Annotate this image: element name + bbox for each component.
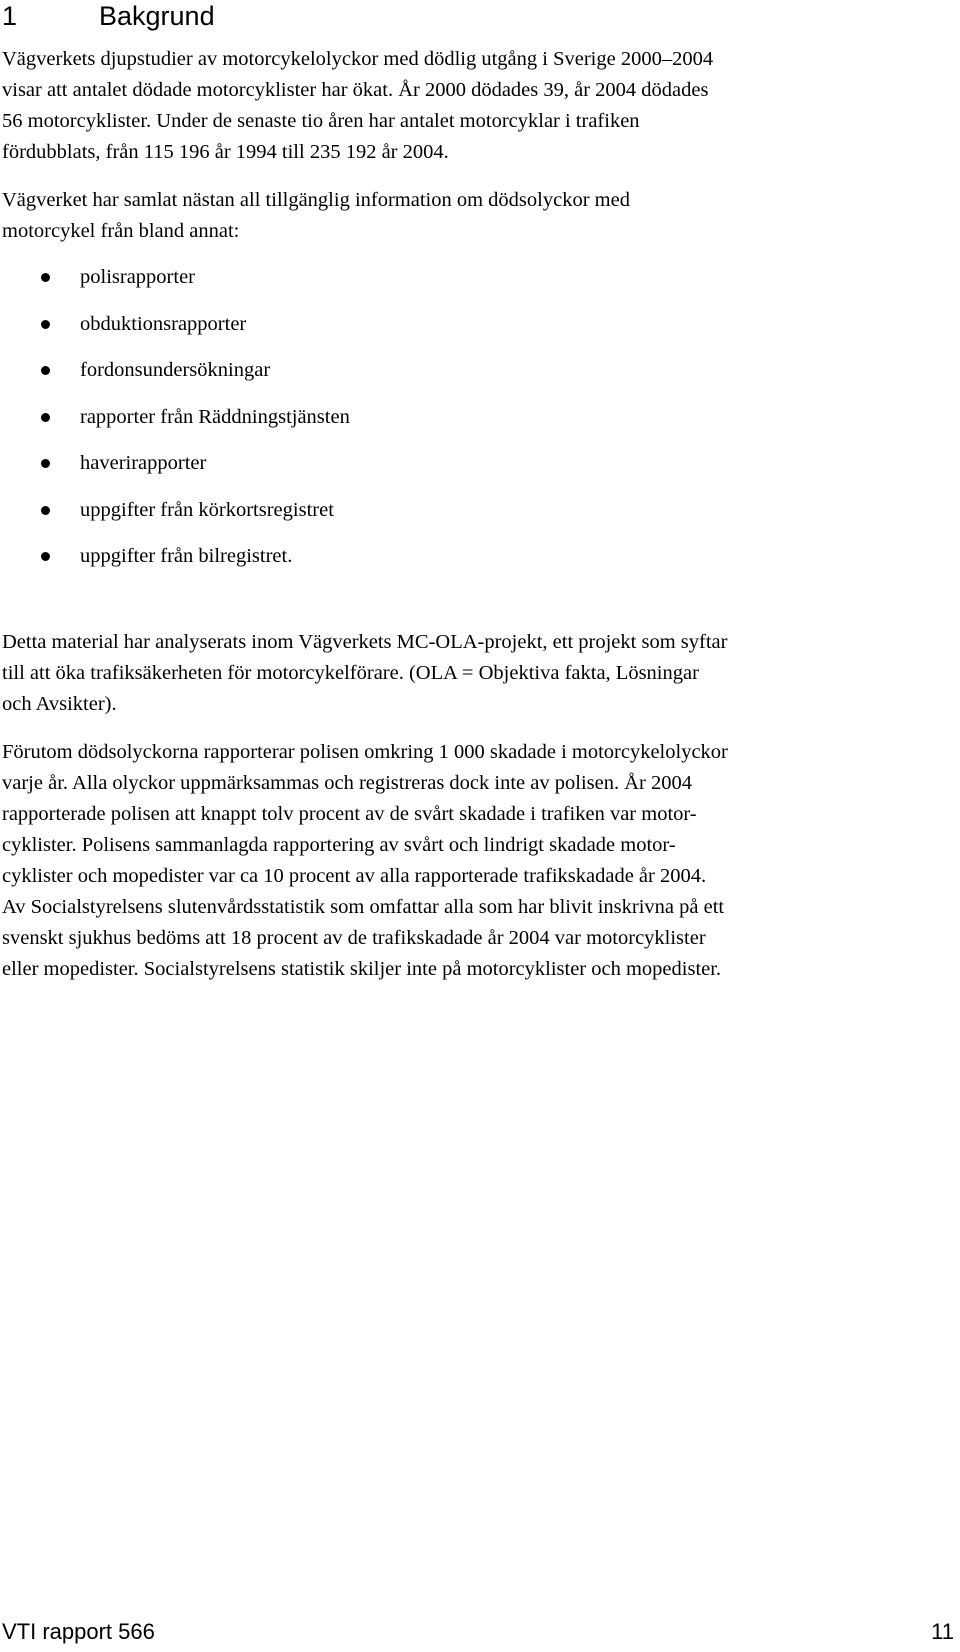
bullet-icon	[41, 413, 50, 422]
paragraph-line: Vägverkets djupstudier av motorcykelolyckor med dödlig utgång i Sverige 2000–2004	[2, 48, 714, 70]
paragraph-line: varje år. Alla olyckor uppmärksammas och registreras dock inte av polisen. År 2004	[2, 772, 692, 794]
paragraph-information-sources	[2, 185, 957, 247]
bullet-icon	[41, 273, 50, 282]
list-item-text: polisrapporter	[80, 266, 195, 288]
paragraph-line: motorcykel från bland annat:	[2, 220, 240, 242]
list-item-text: uppgifter från körkortsregistret	[80, 498, 334, 521]
list-item-text: haverirapporter	[80, 452, 207, 474]
paragraph-line: 56 motorcyklister. Under de senaste tio åren har antalet motorcyklar i trafiken	[2, 110, 640, 132]
page-footer	[2, 1616, 954, 1648]
list-item-text: obduktionsrapporter	[80, 312, 247, 335]
bullet-icon	[41, 366, 50, 375]
paragraph-line: svenskt sjukhus bedöms att 18 procent av de trafikskadade år 2004 var motorcyklister	[2, 927, 706, 949]
paragraph-line: visar att antalet dödade motorcyklister har ökat. År 2000 dödades 39, år 2004 dödades	[2, 79, 709, 101]
bullet-icon	[41, 320, 50, 329]
bullet-icon	[41, 459, 50, 468]
section-heading	[2, 0, 215, 32]
paragraph-line: Av Socialstyrelsens slutenvårdsstatistik som omfattar alla som har blivit inskrivna på ett	[2, 896, 725, 918]
paragraph-injury-statistics	[2, 737, 957, 985]
list-item-text: fordonsundersökningar	[80, 359, 271, 381]
list-item-text: rapporter från Räddningstjänsten	[80, 405, 350, 428]
paragraph-line: Förutom dödsolyckorna rapporterar polisen omkring 1 000 skadade i motorcykelolyckor	[2, 741, 728, 763]
paragraph-line: eller mopedister. Socialstyrelsens statistik skiljer inte på motorcyklister och mopedister.	[2, 958, 722, 980]
list-item-text: uppgifter från bilregistret.	[80, 545, 293, 567]
bullet-icon	[41, 506, 50, 515]
section-title: Bakgrund	[99, 1, 215, 31]
paragraph-mc-ola-project	[2, 627, 957, 720]
paragraph-line: fördubblats, från 115 196 år 1994 till 235 192 år 2004.	[2, 141, 449, 163]
bullet-icon	[41, 552, 50, 561]
paragraph-line: Vägverket har samlat nästan all tillgänglig information om dödsolyckor med	[2, 189, 630, 211]
paragraph-line: Detta material har analyserats inom Vägverkets MC-OLA-projekt, ett projekt som syftar	[2, 631, 728, 653]
paragraph-line: och Avsikter).	[2, 693, 117, 715]
paragraph-line: cyklister och mopedister var ca 10 procent av alla rapporterade trafikskadade år 2004.	[2, 865, 707, 887]
paragraph-line: till att öka trafiksäkerheten för motorcykelförare. (OLA = Objektiva fakta, Lösningar	[2, 662, 699, 684]
section-number: 1	[2, 1, 18, 31]
paragraph-line: rapporterade polisen att knappt tolv procent av de svårt skadade i trafiken var motor-	[2, 803, 697, 825]
page-number: 11	[931, 1619, 954, 1644]
paragraph-line: cyklister. Polisens sammanlagda rapportering av svårt och lindrigt skadade motor-	[2, 834, 676, 856]
paragraph-background-intro	[2, 44, 957, 168]
report-label: VTI rapport 566	[2, 1619, 155, 1644]
